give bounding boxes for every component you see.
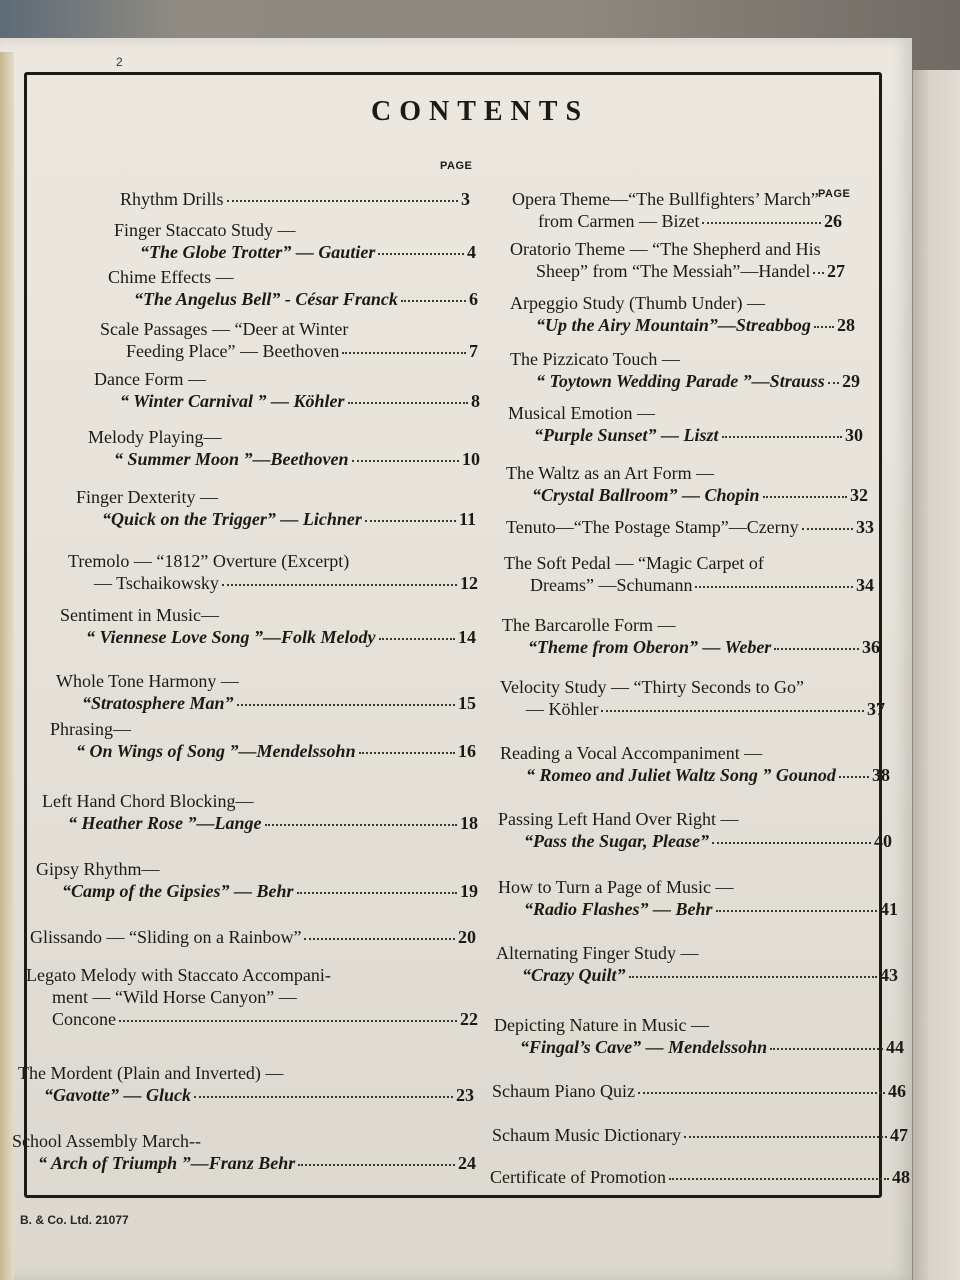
dot-leader	[348, 402, 468, 404]
entry-page-number: 12	[460, 573, 478, 593]
entry-title-line: Tenuto—“The Postage Stamp”—Czerny	[506, 517, 799, 537]
left-contents-entry	[100, 318, 478, 362]
dot-leader	[222, 584, 457, 586]
entry-title-line: School Assembly March--	[12, 1131, 201, 1151]
dot-leader	[297, 892, 457, 894]
right-contents-entry	[506, 516, 874, 538]
entry-page-number: 23	[456, 1085, 474, 1105]
entry-title-line: Left Hand Chord Blocking—	[42, 791, 254, 811]
entry-title-line: Alternating Finger Study —	[496, 943, 699, 963]
entry-page-number: 18	[460, 813, 478, 833]
entry-title-line: “ Romeo and Juliet Waltz Song ” Gounod	[526, 765, 836, 785]
entry-title-line: “The Globe Trotter” — Gautier	[140, 242, 376, 262]
left-contents-entry	[50, 718, 476, 762]
dot-leader	[629, 976, 877, 978]
entry-page-number: 8	[471, 391, 480, 411]
entry-page-number: 3	[461, 189, 470, 209]
dot-leader	[298, 1164, 455, 1166]
entry-page-number: 38	[872, 765, 890, 785]
entry-title-line: Oratorio Theme — “The Shepherd and His	[510, 239, 821, 259]
entry-title-line: Tremolo — “1812” Overture (Excerpt)	[68, 551, 350, 571]
page-heading-left: PAGE	[440, 160, 473, 172]
right-contents-entry	[504, 552, 874, 596]
left-contents-entry	[68, 550, 478, 594]
entry-title-line: — Tschaikowsky	[94, 573, 219, 593]
dot-leader	[813, 272, 824, 274]
right-contents-entry	[498, 876, 898, 920]
entry-title-line: The Pizzicato Touch —	[510, 349, 680, 369]
entry-title-line: Chime Effects —	[108, 267, 234, 287]
entry-title-line: The Mordent (Plain and Inverted) —	[18, 1063, 284, 1083]
dot-leader	[237, 704, 455, 706]
entry-title-line: “ Winter Carnival ” — Köhler	[120, 391, 345, 411]
entry-title-line: Finger Staccato Study —	[114, 220, 296, 240]
dot-leader	[227, 200, 458, 202]
right-contents-entry	[510, 238, 845, 282]
entry-title-line: “Fingal’s Cave” — Mendelssohn	[520, 1037, 768, 1057]
entry-title-line: Dreams” —Schumann	[530, 575, 693, 595]
dot-leader	[265, 824, 458, 826]
left-contents-entry	[114, 219, 476, 263]
right-contents-entry	[496, 942, 898, 986]
dot-leader	[379, 638, 456, 640]
entry-title-line: The Barcarolle Form —	[502, 615, 676, 635]
left-contents-entry	[12, 1130, 476, 1174]
entry-title-line: Dance Form —	[94, 369, 206, 389]
dot-leader	[401, 300, 466, 302]
entry-page-number: 19	[460, 881, 478, 901]
entry-title-line: “Pass the Sugar, Please”	[524, 831, 710, 851]
next-page-edge	[912, 70, 960, 1280]
entry-title-line: “ Toytown Wedding Parade ”—Strauss	[536, 371, 825, 391]
entry-page-number: 34	[856, 575, 874, 595]
dot-leader	[365, 520, 456, 522]
entry-title-line: “Gavotte” — Gluck	[44, 1085, 191, 1105]
entry-title-line: “Camp of the Gipsies” — Behr	[62, 881, 294, 901]
entry-title-line: Certificate of Promotion	[490, 1167, 666, 1187]
dot-leader	[712, 842, 871, 844]
left-contents-entry	[76, 486, 476, 530]
dot-leader	[601, 710, 864, 712]
entry-page-number: 15	[458, 693, 476, 713]
entry-title-line: Arpeggio Study (Thumb Under) —	[510, 293, 765, 313]
entry-page-number: 10	[462, 449, 480, 469]
dot-leader	[695, 586, 853, 588]
entry-title-line: — Köhler	[526, 699, 599, 719]
entry-title-line: Gipsy Rhythm—	[36, 859, 160, 879]
entry-page-number: 33	[856, 517, 874, 537]
entry-title-line: “The Angelus Bell” - César Franck	[134, 289, 398, 309]
dot-leader	[119, 1020, 457, 1022]
entry-title-line: “ Arch of Triumph ”—Franz Behr	[38, 1153, 296, 1173]
dot-leader	[342, 352, 466, 354]
entry-title-line: “Quick on the Trigger” — Lichner	[102, 509, 362, 529]
dot-leader	[774, 648, 859, 650]
left-contents-entry	[18, 1062, 474, 1106]
entry-page-number: 6	[469, 289, 478, 309]
entry-title-line: “ Heather Rose ”—Lange	[68, 813, 262, 833]
entry-title-line: Feeding Place” — Beethoven	[126, 341, 340, 361]
entry-page-number: 28	[837, 315, 855, 335]
entry-page-number: 20	[458, 927, 476, 947]
entry-title-line: “Up the Airy Mountain”—Streabbog	[536, 315, 811, 335]
dot-leader	[378, 253, 464, 255]
entry-title-line: ment — “Wild Horse Canyon” —	[52, 987, 297, 1007]
entry-page-number: 26	[824, 211, 842, 231]
entry-title-line: Musical Emotion —	[508, 403, 655, 423]
entry-title-line: Melody Playing—	[88, 427, 222, 447]
entry-page-number: 44	[886, 1037, 904, 1057]
book-spine	[0, 52, 14, 1280]
right-contents-entry	[500, 676, 885, 720]
entry-page-number: 37	[867, 699, 885, 719]
entry-title-line: Phrasing—	[50, 719, 131, 739]
page-heading-right: PAGE	[818, 188, 851, 200]
entry-title-line: Schaum Piano Quiz	[492, 1081, 635, 1101]
entry-page-number: 40	[874, 831, 892, 851]
entry-title-line: The Waltz as an Art Form —	[506, 463, 715, 483]
left-contents-entry	[120, 188, 470, 210]
right-contents-entry	[508, 402, 863, 446]
entry-page-number: 30	[845, 425, 863, 445]
left-contents-entry	[108, 266, 478, 310]
entry-title-line: “ On Wings of Song ”—Mendelssohn	[76, 741, 356, 761]
entry-page-number: 24	[458, 1153, 476, 1173]
entry-title-line: Sheep” from “The Messiah”—Handel	[536, 261, 811, 281]
contents-title: CONTENTS	[370, 96, 590, 127]
entry-page-number: 41	[880, 899, 898, 919]
entry-title-line: from Carmen — Bizet	[538, 211, 700, 231]
dot-leader	[304, 938, 455, 940]
dot-leader	[828, 382, 839, 384]
dot-leader	[770, 1048, 883, 1050]
right-contents-entry	[512, 188, 842, 232]
entry-title-line: Reading a Vocal Accompaniment —	[500, 743, 763, 763]
entry-page-number: 27	[827, 261, 845, 281]
entry-title-line: “Stratosphere Man”	[82, 693, 234, 713]
right-contents-entry	[500, 742, 890, 786]
entry-page-number: 32	[850, 485, 868, 505]
entry-page-number: 16	[458, 741, 476, 761]
dot-leader	[194, 1096, 453, 1098]
right-contents-entry	[494, 1014, 904, 1058]
right-contents-entry	[492, 1124, 908, 1146]
entry-title-line: Sentiment in Music—	[60, 605, 219, 625]
dot-leader	[814, 326, 834, 328]
dot-leader	[669, 1178, 889, 1180]
entry-title-line: Schaum Music Dictionary	[492, 1125, 681, 1145]
dot-leader	[763, 496, 847, 498]
dot-leader	[802, 528, 853, 530]
left-contents-entry	[60, 604, 476, 648]
entry-title-line: How to Turn a Page of Music —	[498, 877, 734, 897]
entry-page-number: 47	[890, 1125, 908, 1145]
left-contents-entry	[88, 426, 480, 470]
right-contents-entry	[510, 348, 860, 392]
entry-title-line: Whole Tone Harmony —	[56, 671, 239, 691]
entry-page-number: 43	[880, 965, 898, 985]
dot-leader	[684, 1136, 887, 1138]
entry-page-number: 29	[842, 371, 860, 391]
entry-title-line: “Radio Flashes” — Behr	[524, 899, 713, 919]
entry-page-number: 4	[467, 242, 476, 262]
page-number: 2	[116, 55, 123, 69]
entry-title-line: Depicting Nature in Music —	[494, 1015, 709, 1035]
entry-title-line: Rhythm Drills	[120, 189, 224, 209]
entry-title-line: Glissando — “Sliding on a Rainbow”	[30, 927, 302, 947]
entry-title-line: Opera Theme—“The Bullfighters’ March”	[512, 189, 819, 209]
entry-title-line: Concone	[52, 1009, 116, 1029]
left-contents-entry	[30, 926, 476, 948]
entry-title-line: Velocity Study — “Thirty Seconds to Go”	[500, 677, 804, 697]
entry-title-line: “Theme from Oberon” — Weber	[528, 637, 772, 657]
dot-leader	[359, 752, 455, 754]
right-contents-entry	[510, 292, 855, 336]
entry-page-number: 46	[888, 1081, 906, 1101]
dot-leader	[702, 222, 821, 224]
right-contents-entry	[498, 808, 892, 852]
left-contents-entry	[42, 790, 478, 834]
dot-leader	[839, 776, 869, 778]
left-contents-entry	[26, 964, 478, 1030]
entry-page-number: 22	[460, 1009, 478, 1029]
left-contents-entry	[94, 368, 480, 412]
publisher-footer: B. & Co. Ltd. 21077	[20, 1213, 129, 1227]
entry-title-line: Finger Dexterity —	[76, 487, 218, 507]
entry-title-line: “ Viennese Love Song ”—Folk Melody	[86, 627, 376, 647]
entry-title-line: Legato Melody with Staccato Accompani-	[26, 965, 331, 985]
entry-page-number: 36	[862, 637, 880, 657]
dot-leader	[638, 1092, 885, 1094]
dot-leader	[352, 460, 459, 462]
entry-title-line: Passing Left Hand Over Right —	[498, 809, 739, 829]
entry-page-number: 11	[458, 509, 476, 529]
entry-title-line: “Purple Sunset” — Liszt	[534, 425, 719, 445]
right-contents-entry	[506, 462, 868, 506]
left-contents-entry	[36, 858, 478, 902]
entry-title-line: The Soft Pedal — “Magic Carpet of	[504, 553, 764, 573]
entry-title-line: “Crazy Quilt”	[522, 965, 626, 985]
entry-title-line: “ Summer Moon ”—Beethoven	[114, 449, 349, 469]
right-contents-entry	[492, 1080, 906, 1102]
entry-title-line: Scale Passages — “Deer at Winter	[100, 319, 349, 339]
entry-title-line: “Crystal Ballroom” — Chopin	[532, 485, 760, 505]
right-contents-entry	[490, 1166, 910, 1188]
dot-leader	[722, 436, 842, 438]
entry-page-number: 48	[892, 1167, 910, 1187]
right-contents-entry	[502, 614, 880, 658]
entry-page-number: 14	[458, 627, 476, 647]
entry-page-number: 7	[469, 341, 478, 361]
dot-leader	[716, 910, 877, 912]
left-contents-entry	[56, 670, 476, 714]
